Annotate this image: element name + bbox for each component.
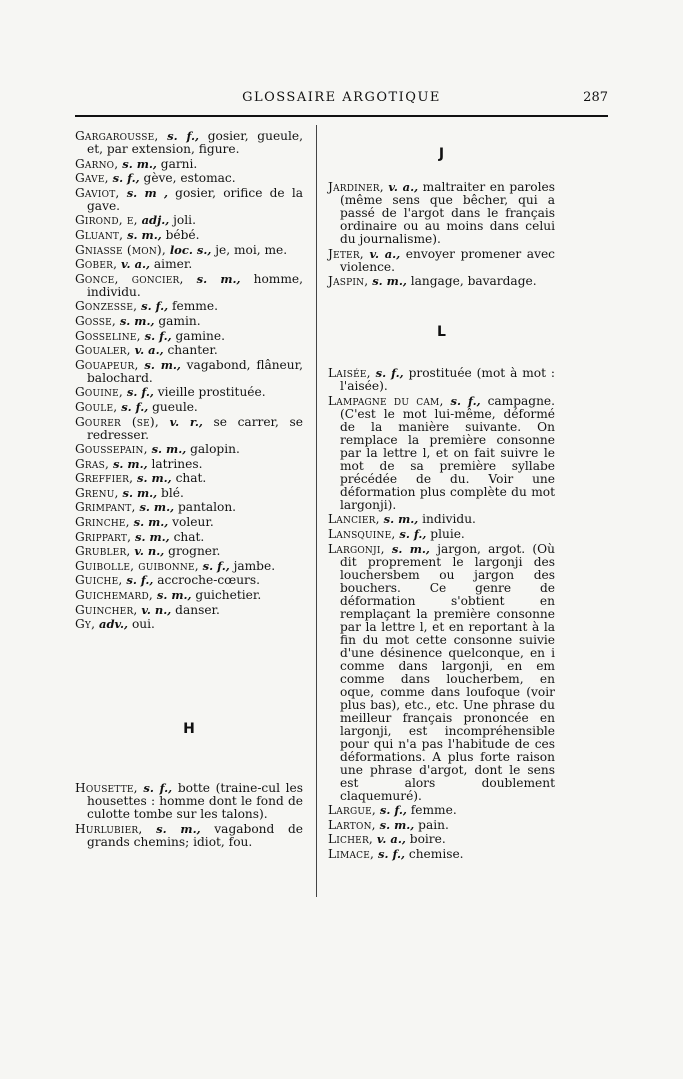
entry-definition: gosier, orifice de la gave. xyxy=(87,185,303,213)
entry-grammar: s. f., xyxy=(375,366,404,381)
entry-headword: Hurlubier, xyxy=(75,821,143,836)
entry-grammar: s. m., xyxy=(151,442,187,457)
dictionary-entry xyxy=(328,804,555,817)
page-header xyxy=(75,90,608,110)
entry-grammar: s. m., xyxy=(133,515,169,530)
entry-grammar: v. n., xyxy=(134,544,165,559)
entry-grammar: adv., xyxy=(99,617,129,632)
entry-grammar: s. f., xyxy=(377,846,405,861)
dictionary-entry xyxy=(75,359,303,385)
entry-headword: Housette, xyxy=(75,781,138,796)
dictionary-entry xyxy=(75,187,303,213)
header-rule xyxy=(75,115,608,117)
dictionary-entry xyxy=(75,330,303,343)
dictionary-entry xyxy=(75,172,303,185)
entry-definition: gève, estomac. xyxy=(143,171,236,186)
letter-heading-l: L xyxy=(437,324,446,341)
entry-definition: gueule. xyxy=(152,399,198,414)
entry-headword: Goualer, xyxy=(75,343,131,358)
dictionary-entry xyxy=(75,416,303,442)
entry-definition: femme. xyxy=(172,299,218,314)
dictionary-entry xyxy=(75,604,303,617)
entry-grammar: s. f., xyxy=(399,526,427,541)
dictionary-entry xyxy=(75,130,303,156)
dictionary-entry xyxy=(75,315,303,328)
dictionary-entry xyxy=(75,258,303,271)
entry-headword: Largue, xyxy=(328,803,376,818)
entry-headword: Gober, xyxy=(75,257,118,272)
entry-headword: Guichemard, xyxy=(75,588,153,603)
dictionary-entry xyxy=(328,367,555,393)
dictionary-entry xyxy=(75,618,303,631)
entry-grammar: s. m., xyxy=(135,529,170,544)
entry-definition: jargon, argot. (Où dit proprement le largonji des louchersbem ou jargon des bouchers. Ce genre de déformation s'obtient en remplaçant la première consonne par la lettre l, et en reportant à la fin du mot cette consonne suivie d'une désinence quelconque, en i comme dans largonji, en em comme dans loucherbem, en oque, comme dans loufoque (voir plus bas), etc., etc. Une phrase du meilleur français prononcée en largonji, est incompréhensible pour qui n'a pas l'habitude de ces déformations. A plus forte raison une phrase d'argot, dont le sens est alors doublement claquemuré). xyxy=(340,541,555,803)
dictionary-entry xyxy=(75,273,303,299)
entry-headword: Larton, xyxy=(328,817,376,832)
entry-headword: Gosseline, xyxy=(75,328,141,343)
entry-definition: gosier, gueule, et, par extension, figure. xyxy=(87,129,303,156)
entry-headword: Greffier, xyxy=(75,471,134,486)
entry-headword: Lampagne du cam, xyxy=(328,393,444,408)
entry-headword: Goussepain, xyxy=(75,442,148,457)
entry-headword: Lancier, xyxy=(328,512,380,527)
dictionary-entry xyxy=(328,833,555,846)
entry-definition: guichetier. xyxy=(195,588,262,603)
entry-headword: Girond, e, xyxy=(75,213,138,228)
entry-headword: Gosse, xyxy=(75,313,116,328)
entry-headword: Gonce, goncier, xyxy=(75,271,184,286)
dictionary-entry xyxy=(328,248,555,274)
dictionary-entry xyxy=(75,589,303,602)
right-column xyxy=(328,130,555,863)
entry-headword: Gourer (se), xyxy=(75,414,159,429)
entry-headword: Limace, xyxy=(328,846,375,861)
entry-grammar: s. m., xyxy=(379,817,415,832)
entry-headword: Laisée, xyxy=(328,366,371,381)
dictionary-entry xyxy=(328,275,555,288)
dictionary-entry xyxy=(75,300,303,313)
entry-definition: voleur. xyxy=(172,515,214,530)
entry-grammar: v. r., xyxy=(169,414,203,429)
entry-definition: accroche-cœurs. xyxy=(157,573,261,588)
entry-definition: je, moi, me. xyxy=(215,242,288,257)
page-number: 287 xyxy=(583,90,608,105)
entry-headword: Gaviot, xyxy=(75,185,120,200)
entry-headword: Largonji, xyxy=(328,541,385,556)
entry-grammar: s. f., xyxy=(450,393,481,408)
entry-headword: Gras, xyxy=(75,456,110,471)
entry-definition: envoyer promener avec violence. xyxy=(340,246,555,274)
entry-definition: aimer. xyxy=(153,257,193,272)
entry-headword: Gluant, xyxy=(75,227,124,242)
entry-definition: individu. xyxy=(422,512,476,527)
entry-grammar: s. m., xyxy=(156,588,192,603)
entry-headword: Garno, xyxy=(75,156,119,171)
dictionary-entry xyxy=(75,545,303,558)
entry-grammar: s. m., xyxy=(391,541,430,556)
entry-definition: gamine. xyxy=(175,328,225,343)
entry-grammar: s. f., xyxy=(141,299,169,314)
entry-headword: Grippart, xyxy=(75,529,132,544)
dictionary-entry xyxy=(328,819,555,832)
dictionary-entry xyxy=(75,501,303,514)
entry-grammar: adj., xyxy=(141,213,170,228)
dictionary-entry xyxy=(75,158,303,171)
entry-definition: se carrer, se redresser. xyxy=(87,414,304,442)
entry-grammar: s. m., xyxy=(139,500,175,515)
entry-grammar: v. a., xyxy=(121,257,151,272)
entry-definition: bébé. xyxy=(165,227,200,242)
entry-grammar: s. f., xyxy=(144,328,172,343)
entry-grammar: s. m., xyxy=(383,512,419,527)
dictionary-entry xyxy=(75,458,303,471)
dictionary-entry xyxy=(75,516,303,529)
dictionary-entry xyxy=(75,574,303,587)
entry-grammar: s. m., xyxy=(137,471,172,486)
entry-headword: Gouapeur, xyxy=(75,357,139,372)
entry-definition: botte (traine-cul les housettes : homme dont le fond de culotte tombe sur les talons). xyxy=(87,781,304,822)
left-column xyxy=(75,130,303,850)
entry-grammar: s. m., xyxy=(112,456,148,471)
entry-definition: langage, bavardage. xyxy=(410,274,537,289)
entry-definition: pluie. xyxy=(430,526,465,541)
entry-definition: boire. xyxy=(409,832,446,847)
entry-definition: chemise. xyxy=(408,846,464,861)
entry-definition: galopin. xyxy=(190,442,240,457)
entry-grammar: s. f., xyxy=(126,385,154,400)
entry-headword: Gonzesse, xyxy=(75,299,138,314)
entry-headword: Grubler, xyxy=(75,544,131,559)
entry-definition: blé. xyxy=(161,485,184,500)
entry-definition: vagabond, flâneur, balochard. xyxy=(87,357,303,385)
entry-definition: chat. xyxy=(175,471,207,486)
entry-grammar: s. m., xyxy=(144,357,181,372)
entry-grammar: v. a., xyxy=(134,343,164,358)
entry-grammar: s. f., xyxy=(143,781,173,796)
entry-definition: homme, individu. xyxy=(87,271,303,299)
entry-grammar: s. m., xyxy=(119,313,155,328)
dictionary-entry xyxy=(75,823,303,849)
column-divider xyxy=(316,125,317,897)
entry-definition: grogner. xyxy=(168,544,221,559)
section-j xyxy=(328,181,555,288)
entry-grammar: v. a., xyxy=(388,180,419,194)
running-title: GLOSSAIRE ARGOTIQUE xyxy=(242,90,441,105)
entry-headword: Lansquine, xyxy=(328,526,396,541)
entry-headword: Gniasse (mon), xyxy=(75,242,166,257)
entry-headword: Jardiner, xyxy=(328,180,384,194)
dictionary-entry xyxy=(328,181,555,246)
entry-headword: Grimpant, xyxy=(75,500,136,515)
entry-definition: chat. xyxy=(173,529,205,544)
entry-grammar: s. f., xyxy=(202,558,230,573)
dictionary-entry xyxy=(328,395,555,512)
entry-grammar: s. m., xyxy=(122,485,158,500)
entry-definition: danser. xyxy=(175,602,220,617)
dictionary-entry xyxy=(328,543,555,803)
dictionary-entry xyxy=(328,848,555,861)
dictionary-entry xyxy=(75,531,303,544)
dictionary-entry xyxy=(75,214,303,227)
entry-definition: maltraiter en paroles (même sens que bêcher, qui a passé de l'argot dans le français ordinaire ou au moins dans celui du journalisme). xyxy=(340,180,556,246)
entry-headword: Gave, xyxy=(75,171,109,186)
entry-grammar: s. f., xyxy=(379,803,407,818)
entry-grammar: s. m., xyxy=(127,227,162,242)
section-l xyxy=(328,367,555,861)
entry-grammar: v. a., xyxy=(376,832,406,847)
entry-grammar: s. m., xyxy=(372,274,407,289)
dictionary-entry xyxy=(75,244,303,257)
entry-headword: Gouine, xyxy=(75,385,123,400)
entry-headword: Gy, xyxy=(75,617,96,632)
entry-headword: Grinche, xyxy=(75,515,130,530)
dictionary-entry xyxy=(75,560,303,573)
entry-headword: Licher, xyxy=(328,832,374,847)
letter-heading-h: H xyxy=(183,721,195,738)
entry-definition: pain. xyxy=(418,817,449,832)
dictionary-entry xyxy=(328,513,555,526)
entry-definition: vieille prostituée. xyxy=(157,385,266,400)
entry-definition: vagabond de grands chemins; idiot, fou. xyxy=(87,821,303,849)
entry-grammar: s. f., xyxy=(167,129,200,143)
entry-definition: chanter. xyxy=(167,343,218,358)
dictionary-entry xyxy=(75,344,303,357)
entry-definition: femme. xyxy=(410,803,457,818)
entry-definition: gamin. xyxy=(158,313,201,328)
dictionary-entry xyxy=(75,401,303,414)
entry-grammar: s. m., xyxy=(156,821,201,836)
dictionary-entry xyxy=(75,782,303,821)
entry-grammar: s. m , xyxy=(126,185,168,200)
entry-definition: pantalon. xyxy=(178,500,237,515)
entry-headword: Grenu, xyxy=(75,485,119,500)
entry-headword: Guiche, xyxy=(75,573,123,588)
entry-grammar: s. m., xyxy=(196,271,241,286)
entry-grammar: s. f., xyxy=(126,573,154,588)
entry-grammar: s. f., xyxy=(121,399,149,414)
entry-definition: joli. xyxy=(173,213,196,228)
dictionary-entry xyxy=(75,229,303,242)
dictionary-entry xyxy=(75,386,303,399)
section-h xyxy=(75,782,303,849)
entry-definition: campagne. (C'est le mot lui-même, déformé de la manière suivante. On remplace la première consonne par la lettre l, et on fait suivre le mot de sa première syllabe précédée de du. Voir une déformation plus complète du mot largonji). xyxy=(340,393,556,512)
entry-grammar: s. f., xyxy=(112,171,140,186)
entry-headword: Guincher, xyxy=(75,602,138,617)
entry-grammar: loc. s., xyxy=(169,242,212,257)
entry-headword: Guibolle, guibonne, xyxy=(75,558,199,573)
entry-definition: oui. xyxy=(131,617,155,632)
entry-definition: prostituée (mot à mot : l'aisée). xyxy=(340,366,556,394)
dictionary-entry xyxy=(75,443,303,456)
entry-definition: garni. xyxy=(160,156,198,171)
entry-definition: jambe. xyxy=(233,558,276,573)
entry-headword: Goule, xyxy=(75,399,118,414)
entry-definition: latrines. xyxy=(151,456,203,471)
entry-grammar: v. n., xyxy=(141,602,172,617)
entry-headword: Gargaroussе, xyxy=(75,129,159,143)
entry-grammar: v. a., xyxy=(369,246,401,261)
entry-headword: Jaspin, xyxy=(328,274,369,289)
dictionary-entry xyxy=(328,528,555,541)
dictionary-entry xyxy=(75,487,303,500)
dictionary-entry xyxy=(75,472,303,485)
section-g xyxy=(75,130,303,631)
entry-grammar: s. m., xyxy=(122,156,157,171)
entry-headword: Jeter, xyxy=(328,246,364,261)
letter-heading-j: J xyxy=(438,146,445,162)
